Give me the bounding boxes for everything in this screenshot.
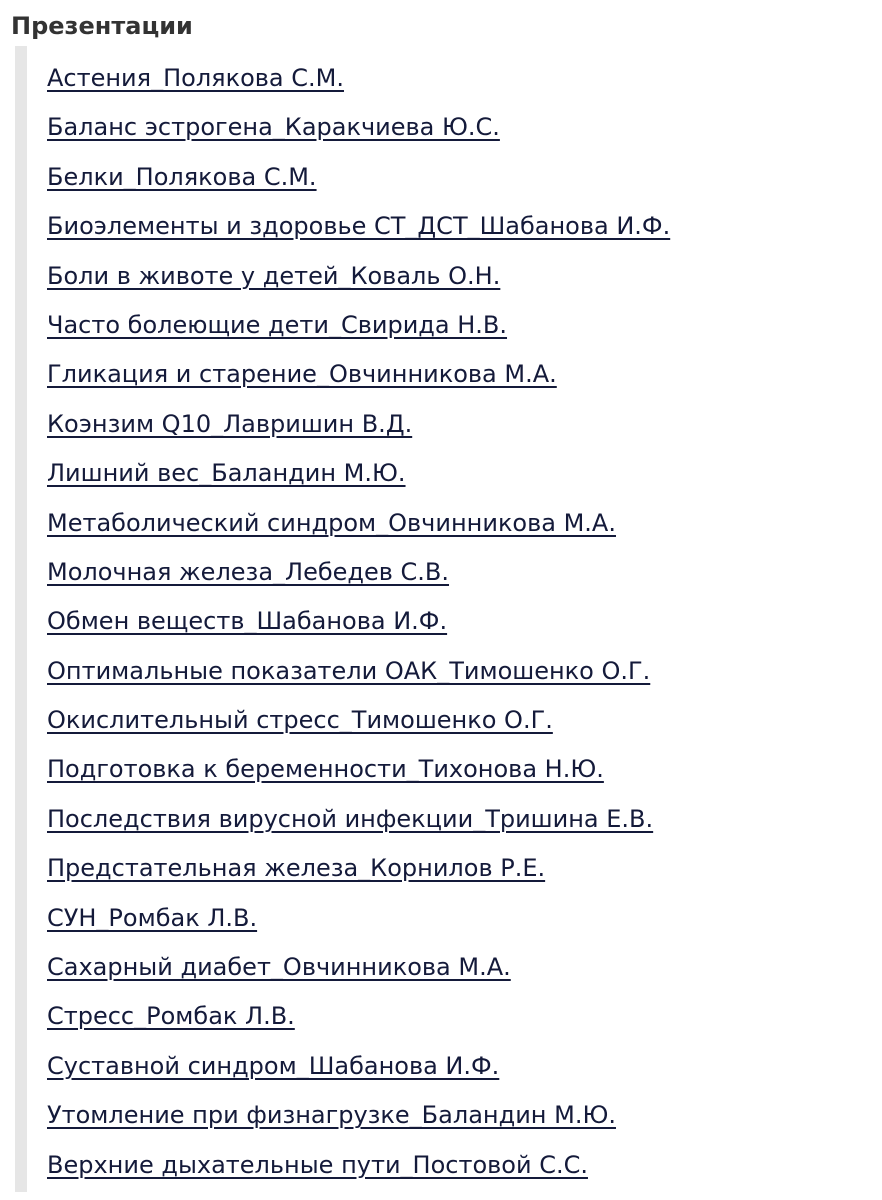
- list-item: [47, 109, 670, 158]
- list-item: [47, 653, 670, 702]
- list-item: [47, 1147, 670, 1196]
- list-item: [47, 801, 670, 850]
- presentation-link[interactable]: Предстательная железа_Корнилов Р.Е.: [47, 854, 546, 883]
- list-item: [47, 554, 670, 603]
- list-item: [47, 603, 670, 652]
- list-item: [47, 1048, 670, 1097]
- list-item: [47, 998, 670, 1047]
- presentation-link[interactable]: Окислительный стресс_Тимошенко О.Г.: [47, 706, 553, 735]
- list-item: [47, 455, 670, 504]
- presentation-link[interactable]: Часто болеющие дети_Свирида Н.В.: [47, 310, 508, 339]
- presentation-link[interactable]: Биоэлементы и здоровье СТ_ДСТ_Шабанова И.Ф.: [47, 212, 671, 241]
- presentation-link[interactable]: Белки_Полякова С.М.: [47, 162, 317, 191]
- presentation-link[interactable]: Оптимальные показатели ОАК_Тимошенко О.Г.: [47, 656, 651, 685]
- presentation-link[interactable]: Гликация и старение_Овчинникова М.А.: [47, 360, 557, 389]
- presentation-link[interactable]: Сахарный диабет_Овчинникова М.А.: [47, 953, 511, 982]
- presentations-list: [47, 60, 670, 1196]
- presentation-link[interactable]: СУН_Ромбак Л.В.: [47, 903, 258, 932]
- presentation-link[interactable]: Стресс_Ромбак Л.В.: [47, 1002, 295, 1031]
- presentation-link[interactable]: Астения_Полякова С.М.: [47, 64, 344, 92]
- presentation-link[interactable]: Верхние дыхательные пути_Постовой С.С.: [47, 1150, 588, 1179]
- list-item: [47, 406, 670, 455]
- list-item: [47, 258, 670, 307]
- presentation-link[interactable]: Коэнзим Q10_Лавришин В.Д.: [47, 409, 413, 438]
- list-item: [47, 60, 670, 109]
- presentations-list-container: [15, 46, 875, 1192]
- presentation-link[interactable]: Баланс эстрогена_Каракчиева Ю.С.: [47, 113, 500, 142]
- presentation-link[interactable]: Подготовка к беременности_Тихонова Н.Ю.: [47, 755, 604, 784]
- presentation-link[interactable]: Утомление при физнагрузке_Баландин М.Ю.: [47, 1101, 616, 1130]
- presentation-link[interactable]: Обмен веществ_Шабанова И.Ф.: [47, 607, 448, 636]
- list-item: [47, 1097, 670, 1146]
- section-title: Презентации: [11, 12, 193, 40]
- presentation-link[interactable]: Метаболический синдром_Овчинникова М.А.: [47, 508, 616, 537]
- list-item: [47, 159, 670, 208]
- presentation-link[interactable]: Последствия вирусной инфекции_Тришина Е.В.: [47, 804, 654, 833]
- list-item: [47, 949, 670, 998]
- list-item: [47, 702, 670, 751]
- list-item: [47, 307, 670, 356]
- list-left-bar: [15, 46, 27, 1192]
- list-item: [47, 208, 670, 257]
- list-item: [47, 505, 670, 554]
- list-item: [47, 751, 670, 800]
- list-item: [47, 850, 670, 899]
- presentation-link[interactable]: Боли в животе у детей_Коваль О.Н.: [47, 261, 501, 290]
- list-item: [47, 900, 670, 949]
- list-item: [47, 356, 670, 405]
- presentation-link[interactable]: Суставной синдром_Шабанова И.Ф.: [47, 1051, 500, 1080]
- presentation-link[interactable]: Молочная железа_Лебедев С.В.: [47, 557, 450, 586]
- presentation-link[interactable]: Лишний вес_Баландин М.Ю.: [47, 459, 406, 488]
